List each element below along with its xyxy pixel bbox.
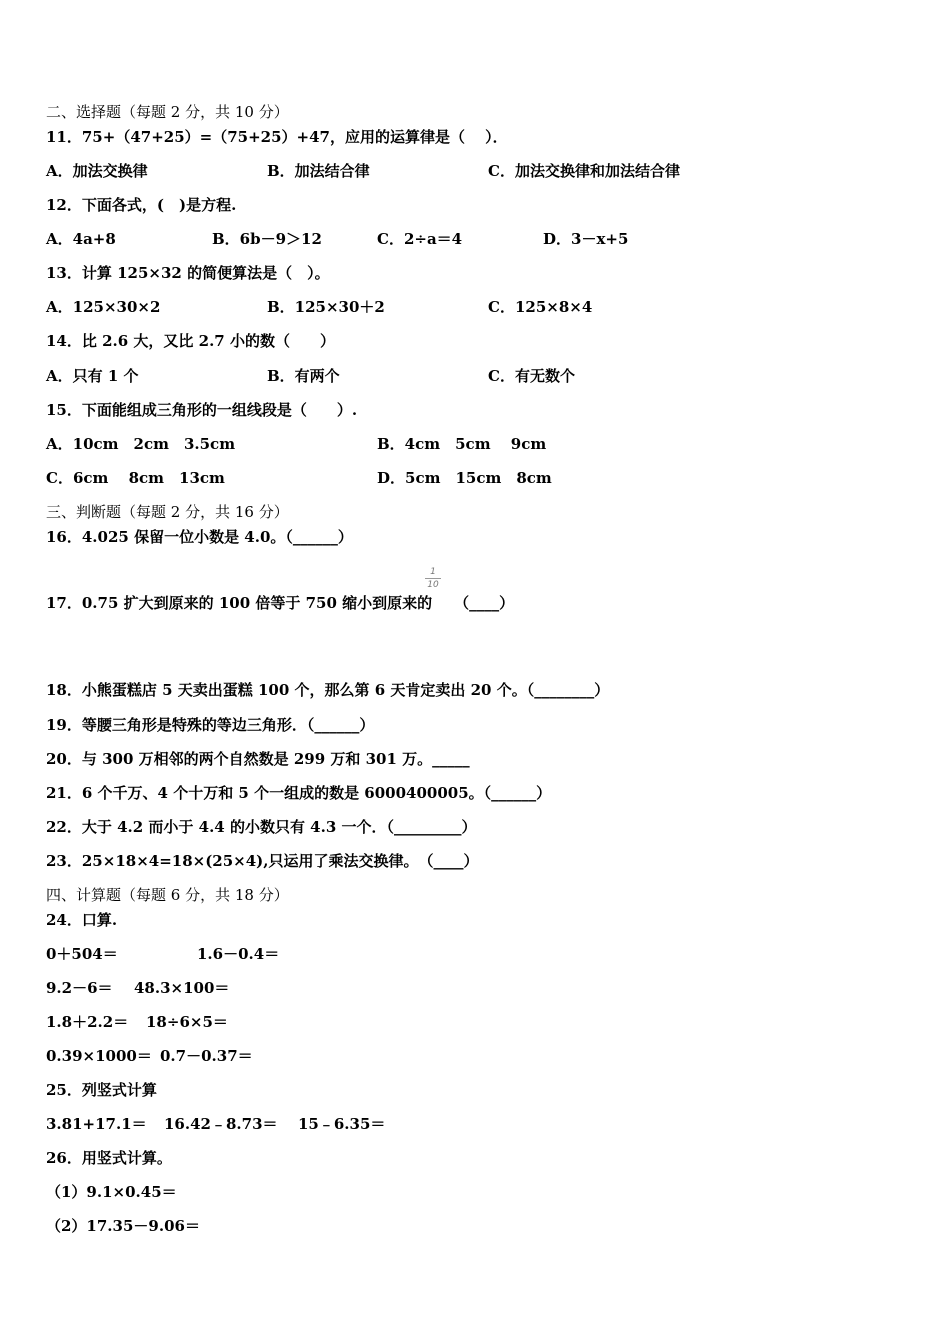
question-16: 16．4.025 保留一位小数是 4.0。（______） bbox=[46, 528, 353, 546]
question-19: 19．等腰三角形是特殊的等边三角形．（______） bbox=[46, 716, 375, 734]
question-12-stem: 12．下面各式，( )是方程. bbox=[46, 196, 237, 214]
fraction-one-tenth bbox=[424, 567, 442, 590]
question-20: 20．与 300 万相邻的两个自然数是 299 万和 301 万。_____ bbox=[46, 750, 470, 768]
question-17 bbox=[46, 593, 514, 613]
question-13-option-c: C．125×8×4 bbox=[488, 298, 593, 316]
mental-calc-2a: 9.2－6＝ bbox=[46, 979, 113, 997]
question-14-option-b: B．有两个 bbox=[267, 367, 340, 385]
question-15-option-c: C．6cm 8cm 13cm bbox=[46, 469, 225, 487]
question-24: 24．口算. bbox=[46, 911, 118, 929]
question-15-option-b: B．4cm 5cm 9cm bbox=[377, 435, 547, 453]
question-11-stem: 11．75+（47+25）=（75+25）+47，应用的运算律是（ ）． bbox=[46, 128, 508, 146]
mental-calc-1b: 1.6－0.4＝ bbox=[197, 945, 280, 963]
question-25: 25．列竖式计算 bbox=[46, 1081, 157, 1099]
vertical-calc-c: 15﹣6.35＝ bbox=[298, 1115, 386, 1133]
vertical-calc-b: 16.42﹣8.73＝ bbox=[164, 1115, 278, 1133]
question-11-option-b: B．加法结合律 bbox=[267, 162, 370, 180]
question-26-part-1: （1）9.1×0.45＝ bbox=[46, 1183, 177, 1201]
mental-calc-1a: 0＋504＝ bbox=[46, 945, 118, 963]
fraction-denominator: 10 bbox=[427, 580, 439, 590]
question-12-option-c: C．2÷a＝4 bbox=[377, 230, 463, 248]
question-14-stem: 14．比 2.6 大，又比 2.7 小的数（ ） bbox=[46, 332, 335, 350]
question-13-option-b: B．125×30＋2 bbox=[267, 298, 385, 316]
question-14-option-c: C．有无数个 bbox=[488, 367, 575, 385]
question-15-stem: 15．下面能组成三角形的一组线段是（ ）. bbox=[46, 401, 358, 419]
section-heading-calc: 四、计算题（每题 6 分，共 18 分） bbox=[46, 886, 289, 904]
mental-calc-3a: 1.8＋2.2＝ bbox=[46, 1013, 129, 1031]
question-26-part-2: （2）17.35－9.06＝ bbox=[46, 1217, 200, 1235]
mental-calc-3b: 18÷6×5＝ bbox=[146, 1013, 228, 1031]
section-heading-choice: 二、选择题（每题 2 分，共 10 分） bbox=[46, 103, 289, 121]
vertical-calc-a: 3.81+17.1＝ bbox=[46, 1115, 147, 1133]
mental-calc-4b: 0.7－0.37＝ bbox=[160, 1047, 253, 1065]
question-26: 26．用竖式计算。 bbox=[46, 1149, 172, 1167]
question-15-option-a: A．10cm 2cm 3.5cm bbox=[46, 435, 236, 453]
mental-calc-2b: 48.3×100＝ bbox=[134, 979, 230, 997]
question-11-option-a: A．加法交换律 bbox=[46, 162, 148, 180]
question-15-option-d: D．5cm 15cm 8cm bbox=[377, 469, 552, 487]
question-11-option-c: C．加法交换律和加法结合律 bbox=[488, 162, 680, 180]
question-18: 18．小熊蛋糕店 5 天卖出蛋糕 100 个，那么第 6 天肯定卖出 20 个。（________） bbox=[46, 681, 610, 699]
question-23: 23．25×18×4=18×(25×4),只运用了乘法交换律。 （____） bbox=[46, 852, 479, 870]
question-13-option-a: A．125×30×2 bbox=[46, 298, 161, 316]
question-17-text: 17．0.75 扩大到原来的 100 倍等于 750 缩小到原来的 bbox=[46, 594, 433, 612]
question-22: 22．大于 4.2 而小于 4.4 的小数只有 4.3 一个．（_________） bbox=[46, 818, 477, 836]
question-14-option-a: A．只有 1 个 bbox=[46, 367, 139, 385]
fraction-bar bbox=[425, 578, 441, 579]
fraction-numerator: 1 bbox=[430, 567, 436, 577]
question-13-stem: 13．计算 125×32 的简便算法是（ ）。 bbox=[46, 264, 330, 282]
question-12-option-b: B．6b－9＞12 bbox=[212, 230, 322, 248]
question-17-answer-blank: （____） bbox=[454, 594, 515, 612]
question-21: 21．6 个千万、4 个十万和 5 个一组成的数是 6000400005。（______） bbox=[46, 784, 552, 802]
question-12-option-d: D．3－x+5 bbox=[543, 230, 629, 248]
question-12-option-a: A．4a+8 bbox=[46, 230, 116, 248]
section-heading-judge: 三、判断题（每题 2 分，共 16 分） bbox=[46, 503, 289, 521]
mental-calc-4a: 0.39×1000＝ bbox=[46, 1047, 152, 1065]
